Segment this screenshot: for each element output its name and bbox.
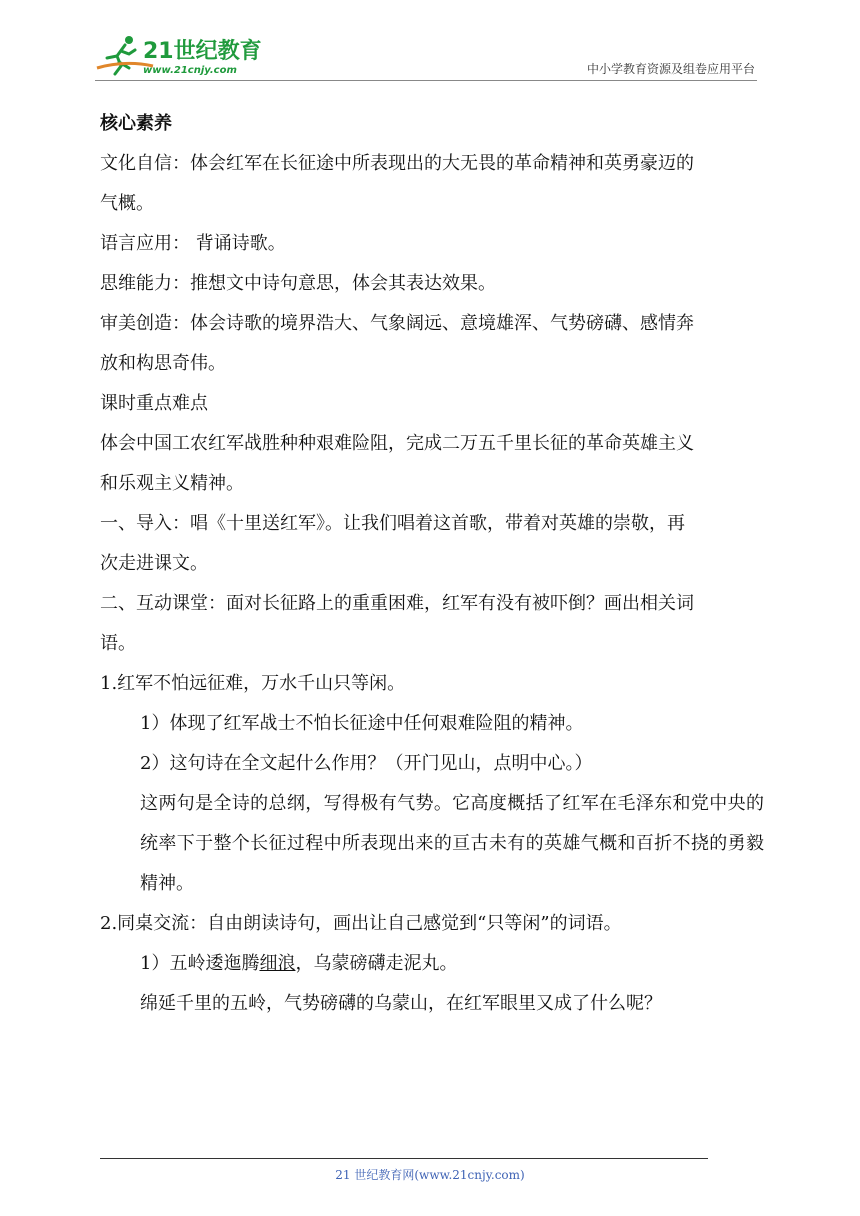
- paragraph-line: 审美创造：体会诗歌的境界浩大、气象阔远、意境雄浑、气势磅礴、感情奔: [100, 313, 694, 334]
- paragraph-line: 语言应用： 背诵诗歌。: [100, 233, 286, 254]
- paragraph-line: [100, 944, 764, 984]
- section-heading: 核心素养: [100, 113, 172, 134]
- paragraph-line: 一、导入：唱《十里送红军》。让我们唱着这首歌，带着对英雄的崇敬，再: [100, 513, 685, 534]
- text-span: ，乌蒙磅礴走泥丸。: [295, 953, 458, 974]
- logo-text: 21世纪教育: [143, 39, 262, 64]
- document-body: [100, 104, 764, 1024]
- page-header: [95, 30, 757, 82]
- underlined-word: 细浪: [259, 953, 296, 974]
- text-span: 1）五岭逶迤腾: [140, 953, 260, 974]
- paragraph-line: 1）体现了红军战士不怕长征途中任何艰难险阻的精神。: [140, 713, 584, 734]
- paragraph-line: 2.同桌交流：自由朗读诗句，画出让自己感觉到“只等闲”的词语。: [100, 913, 622, 934]
- paragraph-line: 思维能力：推想文中诗句意思，体会其表达效果。: [100, 273, 496, 294]
- paragraph-line: 文化自信：体会红军在长征途中所表现出的大无畏的革命精神和英勇豪迈的: [100, 153, 694, 174]
- paragraph-line: 和乐观主义精神。: [100, 473, 244, 494]
- footer-divider: [100, 1158, 708, 1159]
- 21cnjy-logo: [95, 32, 275, 78]
- paragraph-line: 二、互动课堂：面对长征路上的重重困难，红军有没有被吓倒？画出相关词: [100, 593, 694, 614]
- paragraph-line: 体会中国工农红军战胜种种艰难险阻，完成二万五千里长征的革命英雄主义: [100, 433, 694, 454]
- paragraph-line: 语。: [100, 633, 136, 654]
- paragraph-line: 次走进课文。: [100, 553, 208, 574]
- section-heading: 课时重点难点: [100, 393, 208, 414]
- paragraph-line: 2）这句诗在全文起什么作用？（开门见山，点明中心。）: [140, 753, 593, 774]
- paragraph-line: 绵延千里的五岭，气势磅礴的乌蒙山，在红军眼里又成了什么呢？: [140, 993, 662, 1014]
- header-divider: [95, 80, 757, 81]
- paragraph-block: 这两句是全诗的总纲，写得极有气势。它高度概括了红军在毛泽东和党中央的统率下于整个长征过程中所表现出来的亘古未有的英雄气概和百折不挠的勇毅精神。: [140, 793, 764, 894]
- header-platform-text: 中小学教育资源及组卷应用平台: [586, 62, 755, 76]
- logo-url: www.21cnjy.com: [143, 65, 237, 76]
- paragraph-line: 1.红军不怕远征难，万水千山只等闲。: [100, 673, 406, 694]
- paragraph-line: 放和构思奇伟。: [100, 353, 226, 374]
- paragraph-line: 气概。: [100, 193, 154, 214]
- footer-text: 21 世纪教育网(www.21cnjy.com): [335, 1168, 525, 1182]
